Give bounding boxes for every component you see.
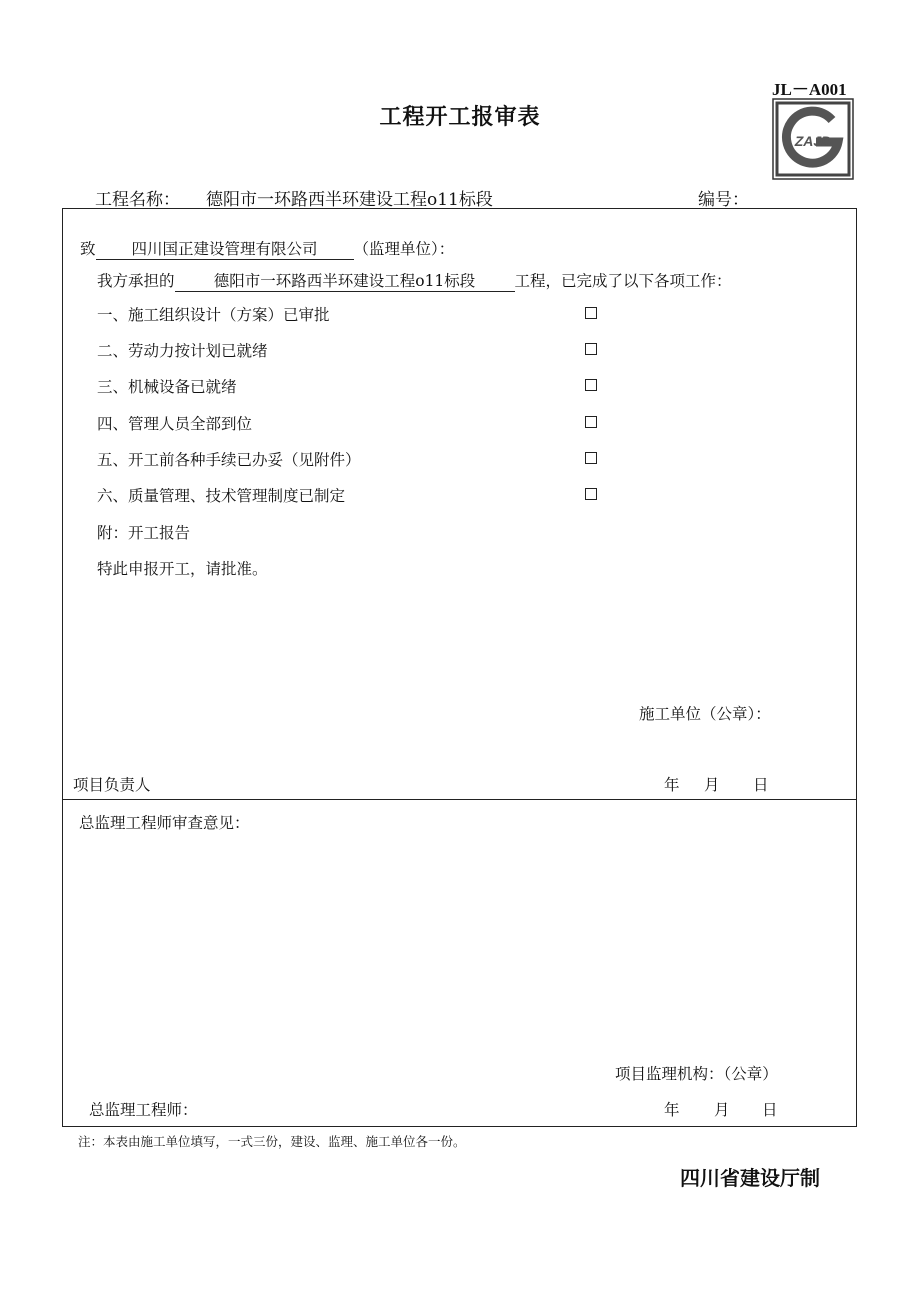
review-date-day: 日 [762,1101,778,1119]
undertake-line [97,269,732,292]
attachment-line: 附：开工报告 [97,524,191,542]
work-item-checkbox[interactable] [585,416,597,428]
request-line: 特此申报开工，请批准。 [97,560,268,578]
footer-note: 注：本表由施工单位填写，一式三份，建设、监理、施工单位各一份。 [78,1134,466,1149]
supervisor-suffix: （监理单位）： [353,240,455,258]
issuer-label: 四川省建设厅制 [680,1166,820,1190]
chief-engineer-label: 总监理工程师： [89,1101,198,1119]
work-item: 二、劳动力按计划已就绪 [97,342,268,360]
review-date-year: 年 [664,1101,680,1119]
date-year: 年 [664,776,680,794]
work-item-checkbox[interactable] [585,452,597,464]
supervision-seal-label: 项目监理机构：（公章） [615,1065,778,1083]
work-item: 三、机械设备已就绪 [97,378,237,396]
review-opinion-label: 总监理工程师审查意见： [79,814,250,832]
review-date-month: 月 [714,1101,730,1119]
work-item-checkbox[interactable] [585,488,597,500]
project-name-label: 工程名称： [95,190,180,210]
contractor-seal-label: 施工单位（公章）： [639,705,771,723]
work-item: 五、开工前各种手续已办妥（见附件） [97,451,361,469]
work-item: 四、管理人员全部到位 [97,415,253,433]
project-name-value: 德阳市一环路西半环建设工程o11标段 [206,190,493,210]
work-item-checkbox[interactable] [585,379,597,391]
undertake-project-field[interactable]: 德阳市一环路西半环建设工程o11标段 [175,269,515,292]
work-item: 六、质量管理、技术管理制度已制定 [97,487,346,505]
undertake-prefix: 我方承担的 [97,272,175,290]
to-prefix: 致 [80,240,96,258]
logo-text: ZAJD [794,133,832,149]
application-section [62,208,857,800]
work-item: 一、施工组织设计（方案）已审批 [97,306,330,324]
form-code: JL－A001 [772,80,847,99]
review-section [62,799,857,1127]
undertake-suffix: 工程，已完成了以下各项工作： [514,272,732,290]
date-month: 月 [704,776,720,794]
date-day: 日 [753,776,769,794]
supervisor-name-field[interactable]: 四川国正建设管理有限公司 [96,237,354,260]
project-leader-label: 项目负责人 [73,776,151,794]
number-label: 编号： [698,190,749,210]
work-item-checkbox[interactable] [585,307,597,319]
work-item-checkbox[interactable] [585,343,597,355]
addressee-line [80,237,454,260]
page-title: 工程开工报审表 [379,104,541,130]
